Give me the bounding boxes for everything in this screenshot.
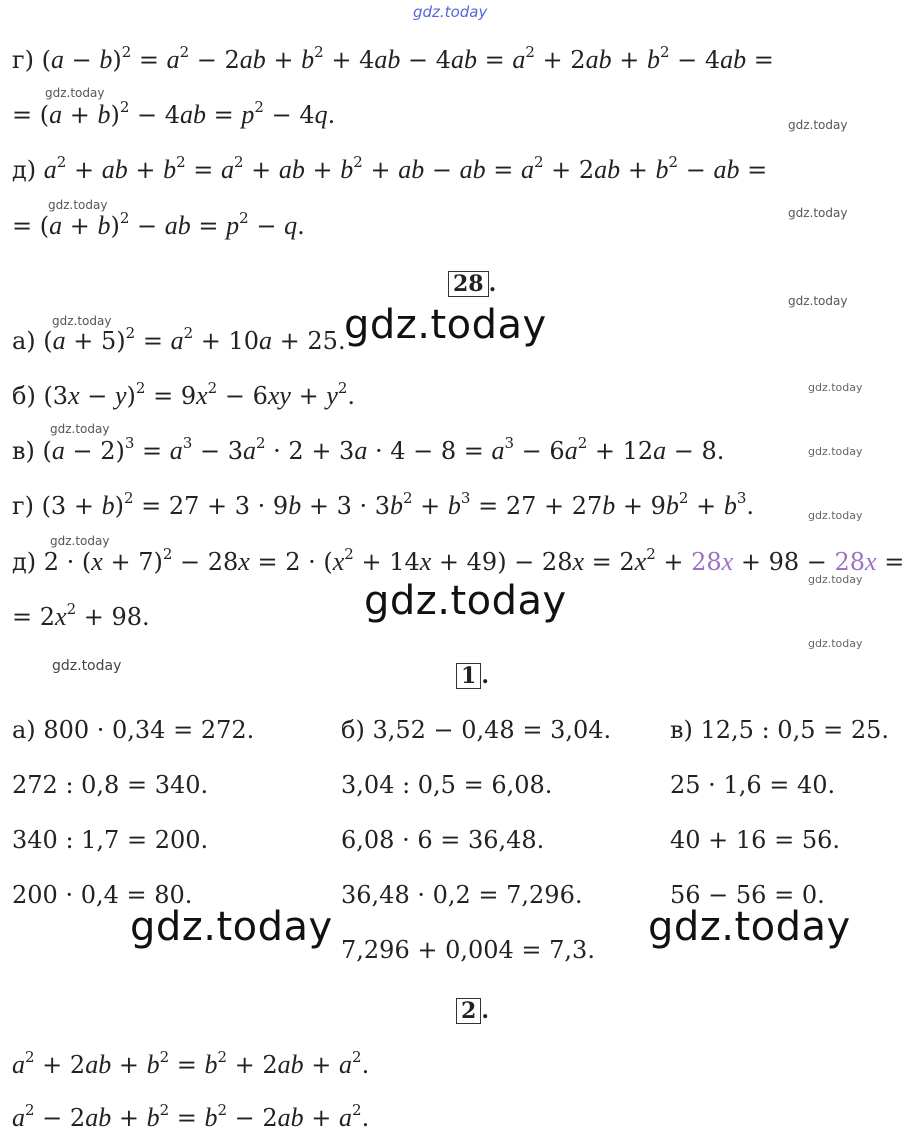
equation-28-g: г) $(3 + b)^2 = 27 + 3 \cdot 9b + 3 \cdot 3b^2 + b^3 = 27 + 27b + 9b^2 + b^3$. bbox=[12, 489, 755, 520]
item-label: г) bbox=[12, 492, 34, 520]
watermark-small: gdz.today bbox=[788, 294, 848, 308]
watermark-small: gdz.today bbox=[52, 314, 112, 328]
watermark-big: gdz.today bbox=[648, 904, 851, 950]
equation-2-line1: $a^2 + 2ab + b^2 = b^2 + 2ab + a^2$. bbox=[12, 1048, 370, 1079]
section-heading-28: 28 . bbox=[448, 271, 496, 297]
equation-28-b: б) $(3x - y)^2 = 9x^2 - 6xy + y^2$. bbox=[12, 379, 356, 410]
watermark-top: gdz.today bbox=[413, 3, 488, 21]
item-label: в) bbox=[12, 437, 35, 465]
problem-1a-row bbox=[12, 716, 254, 744]
equation-28-d-line1: д) $2 \cdot (x + 7)^2 - 28x = 2 \cdot (x^2 + 14x + 49) - 28x = 2x^2 + 28x + 98 - 28x$ = bbox=[12, 545, 905, 576]
item-label: в) bbox=[670, 716, 693, 744]
item-label: а) bbox=[12, 327, 36, 355]
calc-step: 200 · 0,4 = 80. bbox=[12, 881, 193, 909]
equation-2-line2: $a^2 - 2ab + b^2 = b^2 - 2ab + a^2$. bbox=[12, 1101, 370, 1132]
watermark-small: gdz.today bbox=[808, 573, 863, 586]
watermark-big: gdz.today bbox=[344, 302, 547, 348]
section-heading-2: 2 . bbox=[456, 998, 489, 1024]
watermark-small: gdz.today bbox=[808, 637, 863, 650]
equation-28-v: в) $(a - 2)^3 = a^3 - 3a^2 \cdot 2 + 3a \cdot 4 - 8 = a^3 - 6a^2 + 12a - 8$. bbox=[12, 434, 725, 465]
watermark-small: gdz.today bbox=[50, 534, 110, 548]
watermark-small: gdz.today bbox=[50, 422, 110, 436]
item-label: б) bbox=[341, 716, 365, 744]
equation-d-line2: = $(a + b)^2$ − ab = $p^2 - q$. bbox=[12, 209, 305, 240]
equation-28-d-line2: = $2x^2 + 98$. bbox=[12, 600, 150, 631]
item-label: д) bbox=[12, 548, 37, 576]
item-label: д) bbox=[12, 156, 37, 184]
problem-1b-row bbox=[341, 716, 611, 744]
equation-g-line2: = $(a + b)^2 - 4ab = p^2 - 4q$. bbox=[12, 98, 336, 129]
section-number: 2 bbox=[456, 998, 481, 1024]
calc-step: 12,5 : 0,5 = 25. bbox=[700, 716, 889, 744]
calc-step: 3,04 : 0,5 = 6,08. bbox=[341, 771, 553, 799]
calc-step: 3,52 − 0,48 = 3,04. bbox=[372, 716, 612, 744]
calc-step: 6,08 · 6 = 36,48. bbox=[341, 826, 545, 854]
equation-28-a: а) $(a + 5)^2 = a^2 + 10a + 25$. bbox=[12, 324, 346, 355]
watermark-small: gdz.today bbox=[808, 509, 863, 522]
calc-step: 340 : 1,7 = 200. bbox=[12, 826, 209, 854]
item-label: б) bbox=[12, 382, 36, 410]
section-number: 28 bbox=[448, 271, 489, 297]
watermark-small: gdz.today bbox=[808, 381, 863, 394]
calc-step: 800 · 0,34 = 272. bbox=[43, 716, 255, 744]
calc-step: 7,296 + 0,004 = 7,3. bbox=[341, 936, 595, 964]
calc-step: 40 + 16 = 56. bbox=[670, 826, 840, 854]
section-number: 1 bbox=[456, 663, 481, 689]
equation-d-line1: д) $a^2$ + ab + $b^2 = a^2$ + ab + $b^2$ + ab − ab = $a^2 + 2ab + b^2$ − ab = bbox=[12, 153, 768, 184]
item-label: г) bbox=[12, 46, 34, 74]
watermark-big: gdz.today bbox=[130, 904, 333, 950]
watermark-big: gdz.today bbox=[364, 578, 567, 624]
calc-step: 25 · 1,6 = 40. bbox=[670, 771, 836, 799]
calc-step: 36,48 · 0,2 = 7,296. bbox=[341, 881, 583, 909]
watermark-small: gdz.today bbox=[788, 118, 848, 132]
calc-step: 272 : 0,8 = 340. bbox=[12, 771, 209, 799]
watermark-small: gdz.today bbox=[45, 86, 105, 100]
watermark-small: gdz.today bbox=[48, 198, 108, 212]
section-heading-1: 1 . bbox=[456, 663, 489, 689]
watermark-small: gdz.today bbox=[52, 658, 122, 674]
calc-step: 56 − 56 = 0. bbox=[670, 881, 825, 909]
watermark-small: gdz.today bbox=[808, 445, 863, 458]
watermark-small: gdz.today bbox=[788, 206, 848, 220]
equation-g-line1: г) $(a - b)^2 = a^2 - 2ab + b^2 + 4ab - 4ab = a^2 + 2ab + b^2 - 4ab$ = bbox=[12, 43, 774, 74]
item-label: а) bbox=[12, 716, 36, 744]
problem-1v-row bbox=[670, 716, 889, 744]
